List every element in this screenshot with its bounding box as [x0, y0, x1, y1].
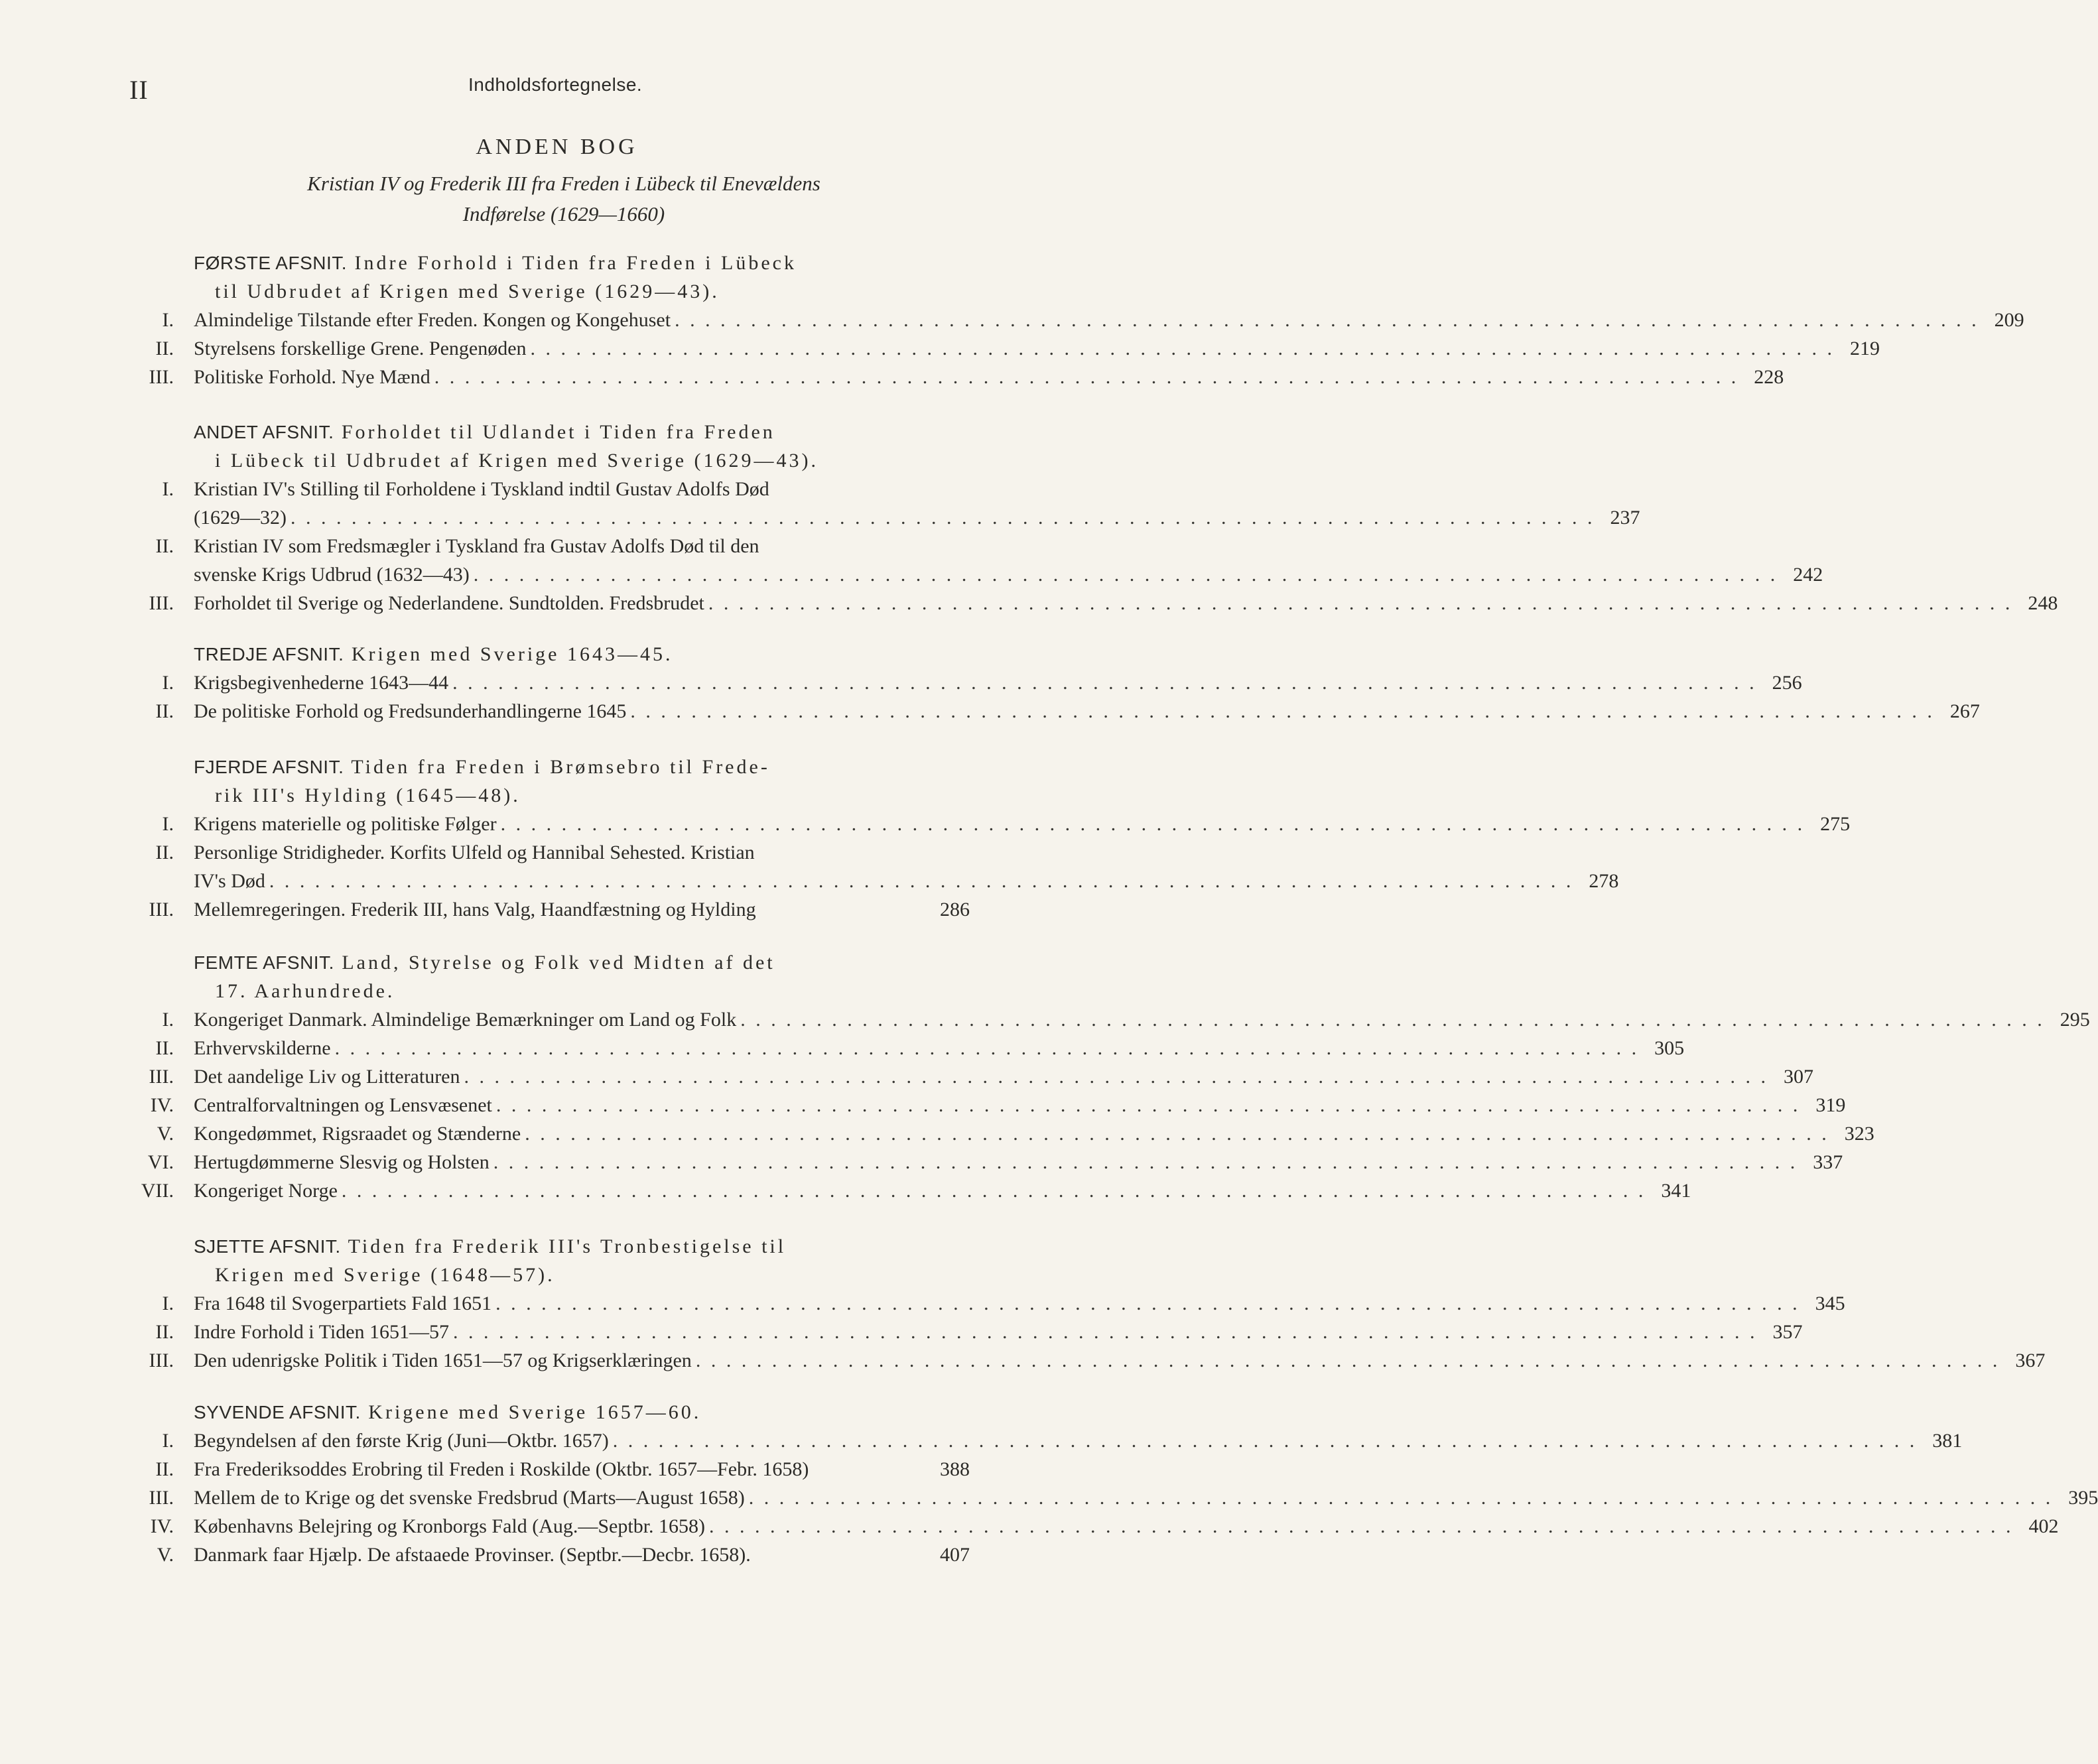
chapter-number: I. [162, 1009, 174, 1031]
toc-entry[interactable] [0, 895, 1087, 924]
dot-leader: . . . . . . . . . . . . . . . . . . . . . . . . . . . . . . . . . . . . . . . . . . . . . . . . . . . . . . . . . . . . . . . . . . . . . . . . . . . . . . . . . . . . . . [473, 564, 1778, 586]
page-reference: 219 [1850, 338, 1880, 359]
page-reference: 275 [1820, 813, 1851, 835]
toc-section [0, 753, 1851, 924]
dot-leader: . . . . . . . . . . . . . . . . . . . . . . . . . . . . . . . . . . . . . . . . . . . . . . . . . . . . . . . . . . . . . . . . . . . . . . . . . . . . . . . . . . . . . . [675, 309, 1979, 331]
entry-text: Mellem de to Krige og det svenske Fredsbrud (Marts—August 1658) [194, 1487, 745, 1509]
entry-text: Den udenrigske Politik i Tiden 1651—57 og Krigserklæringen [194, 1350, 692, 1371]
chapter-number: II. [155, 1037, 174, 1059]
dot-leader: . . . . . . . . . . . . . . . . . . . . . . . . . . . . . . . . . . . . . . . . . . . . . . . . . . . . . . . . . . . . . . . . . . . . . . . . . . . . . . . . . . . . . . [495, 1094, 1801, 1116]
toc-entry[interactable] [0, 1091, 1846, 1119]
dot-leader: . . . . . . . . . . . . . . . . . . . . . . . . . . . . . . . . . . . . . . . . . . . . . . . . . . . . . . . . . . . . . . . . . . . . . . . . . . . . . . . . . . . . . . [612, 1430, 1918, 1452]
entry-text: De politiske Forhold og Fredsunderhandlingerne 1645 [194, 700, 627, 722]
chapter-number: III. [149, 1350, 174, 1371]
toc-section [0, 418, 2058, 617]
chapter-number: II. [155, 842, 174, 863]
section-label: FJERDE AFSNIT. [194, 757, 344, 777]
section-label: SYVENDE AFSNIT. [194, 1402, 361, 1422]
section-label: SJETTE AFSNIT. [194, 1236, 341, 1257]
toc-entry[interactable] [0, 1062, 1813, 1091]
entry-text: Indre Forhold i Tiden 1651—57 [194, 1321, 450, 1343]
chapter-number: I. [162, 1292, 174, 1314]
section-title-continued: i Lübeck til Udbrudet af Krigen med Sverige (1629—43). [215, 450, 819, 472]
chapter-number: VI. [147, 1151, 174, 1173]
chapter-number: II. [155, 1321, 174, 1343]
chapter-number: III. [149, 592, 174, 614]
toc-entry[interactable] [0, 1541, 1087, 1569]
page-reference: 367 [2015, 1350, 2046, 1371]
entry-text: Erhvervskilderne [194, 1037, 331, 1059]
toc-entry[interactable] [0, 1455, 1087, 1483]
toc-entry[interactable] [0, 1483, 2098, 1512]
page-reference: 228 [1754, 366, 1784, 388]
page-reference: 305 [1654, 1037, 1685, 1059]
entry-text-first-line: Kristian IV's Stilling til Forholdene i Tyskland indtil Gustav Adolfs Død [194, 478, 769, 500]
entry-text: Forholdet til Sverige og Nederlandene. Sundtolden. Fredsbrudet [194, 592, 704, 614]
toc-section [0, 1232, 2046, 1375]
section-title: Krigene med Sverige 1657—60. [360, 1401, 702, 1423]
dot-leader: . . . . . . . . . . . . . . . . . . . . . . . . . . . . . . . . . . . . . . . . . . . . . . . . . . . . . . . . . . . . . . . . . . . . . . . . . . . . . . . . . . . . . . [453, 1321, 1758, 1343]
chapter-number: IV. [150, 1515, 174, 1537]
dot-leader: . . . . . . . . . . . . . . . . . . . . . . . . . . . . . . . . . . . . . . . . . . . . . . . . . . . . . . . . . . . . . . . . . . . . . . . . . . . . . . . . . . . . . . [748, 1487, 2054, 1509]
chapter-number: II. [155, 1458, 174, 1480]
chapter-number: III. [149, 366, 174, 388]
entry-text-first-line: Kristian IV som Fredsmægler i Tyskland fra Gustav Adolfs Død til den [194, 535, 759, 557]
page-reference: 341 [1661, 1180, 1691, 1202]
page-reference: 357 [1772, 1321, 1803, 1343]
toc-section [0, 948, 2090, 1205]
toc-entry[interactable] [0, 1005, 2090, 1034]
dot-leader: . . . . . . . . . . . . . . . . . . . . . . . . . . . . . . . . . . . . . . . . . . . . . . . . . . . . . . . . . . . . . . . . . . . . . . . . . . . . . . . . . . . . . . [493, 1151, 1798, 1173]
entry-text: Styrelsens forskellige Grene. Pengenøden [194, 338, 527, 359]
entry-text: Danmark faar Hjælp. De afstaaede Provinser. (Septbr.—Decbr. 1658). [194, 1544, 751, 1566]
section-title: Forholdet til Udlandet i Tiden fra Freden [334, 421, 775, 443]
toc-section [0, 1398, 2098, 1569]
entry-text: Krigens materielle og politiske Følger [194, 813, 497, 835]
section-label: ANDET AFSNIT. [194, 422, 334, 442]
toc-entry[interactable] [0, 668, 1802, 697]
chapter-number: III. [149, 1487, 174, 1509]
entry-text: Kongedømmet, Rigsraadet og Stænderne [194, 1123, 521, 1145]
chapter-number: I. [162, 1430, 174, 1452]
toc-entry[interactable] [0, 1148, 1843, 1176]
toc-entry[interactable] [0, 1119, 1874, 1148]
chapter-number: II. [155, 700, 174, 722]
entry-text-first-line: Personlige Stridigheder. Korfits Ulfeld og Hannibal Sehested. Kristian [194, 842, 755, 863]
page-reference: 278 [1589, 870, 1619, 892]
section-heading [194, 753, 970, 810]
toc-entry[interactable] [0, 363, 1784, 391]
subtitle-line-2: Indførelse (1629—1660) [462, 202, 665, 225]
page-number: II [129, 75, 149, 105]
section-label: TREDJE AFSNIT. [194, 644, 344, 664]
section-title: Tiden fra Freden i Brømsebro til Frede- [344, 756, 770, 778]
entry-text: Begyndelsen af den første Krig (Juni—Oktbr. 1657) [194, 1430, 609, 1452]
dot-leader: . . . . . . . . . . . . . . . . . . . . . . . . . . . . . . . . . . . . . . . . . . . . . . . . . . . . . . . . . . . . . . . . . . . . . . . . . . . . . . . . . . . . . . [695, 1350, 2000, 1371]
toc-entry[interactable] [0, 1289, 1845, 1318]
dot-leader: . . . . . . . . . . . . . . . . . . . . . . . . . . . . . . . . . . . . . . . . . . . . . . . . . . . . . . . . . . . . . . . . . . . . . . . . . . . . . . . . . . . . . . [334, 1037, 1640, 1059]
entry-text: svenske Krigs Udbrud (1632—43) [194, 564, 470, 586]
page-reference: 286 [940, 899, 970, 920]
page-reference: 407 [940, 1544, 970, 1566]
chapter-number: V. [157, 1123, 174, 1145]
page-reference: 381 [1932, 1430, 1963, 1452]
section-heading [194, 948, 970, 1005]
toc-entry[interactable] [0, 810, 1851, 838]
section-title-continued: 17. Aarhundrede. [215, 980, 395, 1002]
page-reference: 337 [1813, 1151, 1843, 1173]
section-title: Land, Styrelse og Folk ved Midten af det [334, 952, 775, 974]
section-heading [194, 249, 970, 306]
page-reference: 345 [1815, 1292, 1845, 1314]
section-heading [194, 1232, 970, 1289]
dot-leader: . . . . . . . . . . . . . . . . . . . . . . . . . . . . . . . . . . . . . . . . . . . . . . . . . . . . . . . . . . . . . . . . . . . . . . . . . . . . . . . . . . . . . . [341, 1180, 1646, 1202]
page-reference: 402 [2028, 1515, 2059, 1537]
section-title-continued: Krigen med Sverige (1648—57). [215, 1264, 555, 1286]
toc-entry[interactable] [0, 1176, 1691, 1205]
chapter-number: II. [155, 338, 174, 359]
subtitle-line-1: Kristian IV og Frederik III fra Freden i Lübeck til Enevældens [307, 172, 820, 195]
dot-leader: . . . . . . . . . . . . . . . . . . . . . . . . . . . . . . . . . . . . . . . . . . . . . . . . . . . . . . . . . . . . . . . . . . . . . . . . . . . . . . . . . . . . . . [708, 592, 2013, 614]
section-title: Tiden fra Frederik III's Tronbestigelse til [340, 1235, 787, 1257]
dot-leader: . . . . . . . . . . . . . . . . . . . . . . . . . . . . . . . . . . . . . . . . . . . . . . . . . . . . . . . . . . . . . . . . . . . . . . . . . . . . . . . . . . . . . . [525, 1123, 1829, 1145]
entry-text: Det aandelige Liv og Litteraturen [194, 1066, 460, 1088]
page-reference: 248 [2028, 592, 2058, 614]
entry-text: Kongeriget Danmark. Almindelige Bemærkninger om Land og Folk [194, 1009, 737, 1031]
page-reference: 295 [2060, 1009, 2090, 1031]
dot-leader: . . . . . . . . . . . . . . . . . . . . . . . . . . . . . . . . . . . . . . . . . . . . . . . . . . . . . . . . . . . . . . . . . . . . . . . . . . . . . . . . . . . . . . [269, 870, 1574, 892]
entry-text: Fra Frederiksoddes Erobring til Freden i Roskilde (Oktbr. 1657—Febr. 1658) [194, 1458, 809, 1480]
dot-leader: . . . . . . . . . . . . . . . . . . . . . . . . . . . . . . . . . . . . . . . . . . . . . . . . . . . . . . . . . . . . . . . . . . . . . . . . . . . . . . . . . . . . . . [464, 1066, 1768, 1088]
section-label: FEMTE AFSNIT. [194, 952, 334, 973]
page-reference: 388 [940, 1458, 970, 1480]
entry-text: Krigsbegivenhederne 1643—44 [194, 672, 449, 694]
dot-leader: . . . . . . . . . . . . . . . . . . . . . . . . . . . . . . . . . . . . . . . . . . . . . . . . . . . . . . . . . . . . . . . . . . . . . . . . . . . . . . . . . . . . . . [434, 366, 1739, 388]
page-reference: 209 [1994, 309, 2024, 331]
entry-text: Almindelige Tilstande efter Freden. Kongen og Kongehuset [194, 309, 671, 331]
book-subtitle [212, 168, 915, 229]
section-heading [194, 1398, 970, 1426]
toc-entry[interactable] [0, 306, 2024, 334]
running-title: Indholdsfortegnelse. [468, 74, 643, 95]
dot-leader: . . . . . . . . . . . . . . . . . . . . . . . . . . . . . . . . . . . . . . . . . . . . . . . . . . . . . . . . . . . . . . . . . . . . . . . . . . . . . . . . . . . . . . [495, 1292, 1800, 1314]
entry-text: Politiske Forhold. Nye Mænd [194, 366, 430, 388]
entry-text: (1629—32) [194, 507, 287, 529]
dot-leader: . . . . . . . . . . . . . . . . . . . . . . . . . . . . . . . . . . . . . . . . . . . . . . . . . . . . . . . . . . . . . . . . . . . . . . . . . . . . . . . . . . . . . . [630, 700, 1935, 722]
toc-entry[interactable] [0, 589, 2058, 617]
section-title: Krigen med Sverige 1643—45. [344, 643, 673, 665]
page-reference: 237 [1610, 507, 1640, 529]
entry-text: Hertugdømmerne Slesvig og Holsten [194, 1151, 490, 1173]
entry-text: IV's Død [194, 870, 265, 892]
chapter-number: II. [155, 535, 174, 557]
toc-entry[interactable] [0, 1318, 1803, 1346]
chapter-number: III. [149, 1066, 174, 1088]
toc-entry[interactable] [0, 1034, 1685, 1062]
toc-entry[interactable] [0, 1512, 2059, 1541]
book-title: ANDEN BOG [476, 135, 638, 159]
dot-leader: . . . . . . . . . . . . . . . . . . . . . . . . . . . . . . . . . . . . . . . . . . . . . . . . . . . . . . . . . . . . . . . . . . . . . . . . . . . . . . . . . . . . . . [290, 507, 1595, 529]
chapter-number: I. [162, 813, 174, 835]
section-title-continued: rik III's Hylding (1645—48). [215, 785, 521, 806]
section-title-continued: til Udbrudet af Krigen med Sverige (1629—43). [215, 281, 720, 302]
page-reference: 267 [1949, 700, 1980, 722]
dot-leader: . . . . . . . . . . . . . . . . . . . . . . . . . . . . . . . . . . . . . . . . . . . . . . . . . . . . . . . . . . . . . . . . . . . . . . . . . . . . . . . . . . . . . . [740, 1009, 2045, 1031]
toc-section [0, 249, 2024, 391]
chapter-number: I. [162, 309, 174, 331]
page-reference: 256 [1772, 672, 1802, 694]
toc-entry[interactable] [0, 1426, 1963, 1455]
dot-leader: . . . . . . . . . . . . . . . . . . . . . . . . . . . . . . . . . . . . . . . . . . . . . . . . . . . . . . . . . . . . . . . . . . . . . . . . . . . . . . . . . . . . . . [530, 338, 1835, 359]
toc-entry[interactable] [0, 532, 1823, 589]
dot-leader: . . . . . . . . . . . . . . . . . . . . . . . . . . . . . . . . . . . . . . . . . . . . . . . . . . . . . . . . . . . . . . . . . . . . . . . . . . . . . . . . . . . . . . [452, 672, 1757, 694]
toc-entry[interactable] [0, 838, 1619, 895]
dot-leader: . . . . . . . . . . . . . . . . . . . . . . . . . . . . . . . . . . . . . . . . . . . . . . . . . . . . . . . . . . . . . . . . . . . . . . . . . . . . . . . . . . . . . . [500, 813, 1805, 835]
dot-leader: . . . . . . . . . . . . . . . . . . . . . . . . . . . . . . . . . . . . . . . . . . . . . . . . . . . . . . . . . . . . . . . . . . . . . . . . . . . . . . . . . . . . . . [709, 1515, 2014, 1537]
chapter-number: I. [162, 672, 174, 694]
page-reference: 242 [1793, 564, 1823, 586]
entry-text: Fra 1648 til Svogerpartiets Fald 1651 [194, 1292, 492, 1314]
page-reference: 319 [1815, 1094, 1846, 1116]
chapter-number: V. [157, 1544, 174, 1566]
toc-entry[interactable] [0, 475, 1640, 532]
toc-entry[interactable] [0, 334, 1880, 363]
toc-entry[interactable] [0, 697, 1980, 725]
chapter-number: I. [162, 478, 174, 500]
page-reference: 395 [2068, 1487, 2098, 1509]
chapter-number: VII. [141, 1180, 174, 1202]
section-heading [194, 640, 970, 668]
entry-text: Centralforvaltningen og Lensvæsenet [194, 1094, 492, 1116]
section-label: FØRSTE AFSNIT. [194, 253, 348, 273]
page-reference: 323 [1844, 1123, 1874, 1145]
toc-entry[interactable] [0, 1346, 2046, 1375]
section-heading [194, 418, 970, 475]
page-reference: 307 [1784, 1066, 1813, 1088]
entry-text: Københavns Belejring og Kronborgs Fald (Aug.—Septbr. 1658) [194, 1515, 706, 1537]
entry-text: Mellemregeringen. Frederik III, hans Valg, Haandfæstning og Hylding [194, 899, 756, 920]
chapter-number: IV. [150, 1094, 174, 1116]
section-title: Indre Forhold i Tiden fra Freden i Lübeck [347, 252, 797, 274]
toc-section [0, 640, 1980, 725]
entry-text: Kongeriget Norge [194, 1180, 338, 1202]
chapter-number: III. [149, 899, 174, 920]
